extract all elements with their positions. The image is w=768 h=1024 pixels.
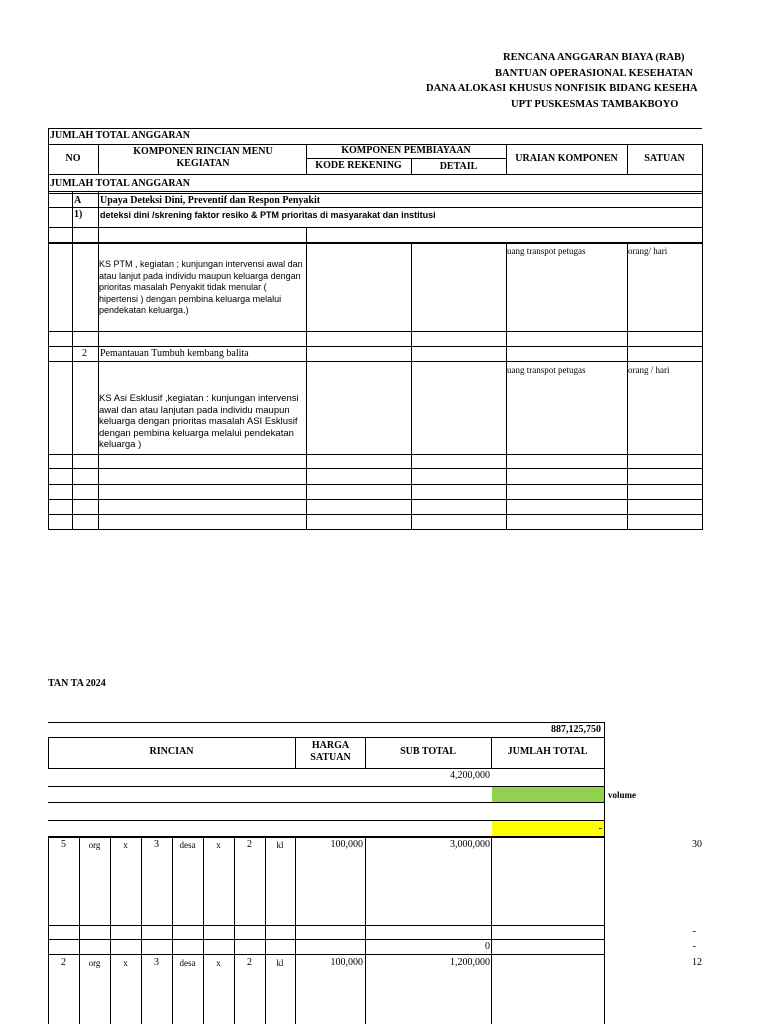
row-ptm-uraian: uang transpot petugas — [507, 246, 586, 256]
row1-u3: kl — [276, 840, 284, 850]
row-asi-satuan: orang / hari — [628, 365, 670, 375]
row2-subtotal: 1,200,000 — [450, 957, 490, 968]
row2-u2: desa — [179, 958, 196, 968]
col-detail: DETAIL — [439, 161, 478, 172]
col-rincian: RINCIAN — [149, 746, 194, 757]
item-1-code: 1) — [74, 209, 83, 220]
row1-price: 100,000 — [330, 839, 363, 850]
green-fill-cell — [492, 787, 604, 802]
row2-volume: 12 — [692, 957, 702, 968]
row1-x2: x — [216, 840, 221, 850]
row1-x1: x — [123, 840, 128, 850]
row2-u3: kl — [276, 958, 284, 968]
col-satuan: SATUAN — [644, 153, 685, 164]
col-uraian: URAIAN KOMPONEN — [515, 153, 618, 164]
section-a-code: A — [74, 195, 82, 206]
row2-n2: 3 — [154, 957, 159, 968]
item-2-title: Pemantauan Tumbuh kembang balita — [100, 348, 249, 359]
grand-total: 887,125,750 — [551, 724, 601, 735]
title-line-2: BANTUAN OPERASIONAL KESEHATAN — [495, 68, 693, 79]
row-asi-text: KS Asi Esklusif ,kegiatan : kunjungan intervensi awal dan atau lanjutan pada individu maupun keluarga dengan prioritas masalah ASI Esklusif dengan pembina keluarga melalui pendekatan keluarga ) — [99, 393, 299, 450]
row-ptm-text: KS PTM , kegiatan ; kunjungan intervensi awal dan atau lanjut pada individu maupun keluarga dengan prioritas masalah Penyakit tidak menular ( hipertensi ) dengan pembina keluarga melalui pendekatan keluarga.) — [99, 259, 303, 315]
dash-2: - — [692, 941, 696, 952]
row2-price: 100,000 — [330, 957, 363, 968]
col-no: NO — [65, 153, 81, 164]
row1-subtotal: 3,000,000 — [450, 839, 490, 850]
row2-x2: x — [216, 958, 221, 968]
row1-u1: org — [88, 840, 101, 850]
dash-1: - — [692, 926, 696, 937]
row2-n1: 2 — [61, 957, 66, 968]
volume-label: volume — [608, 790, 636, 800]
row2-u1: org — [88, 958, 101, 968]
item-1-title: deteksi dini /skrening faktor resiko & PTM prioritas di masyarakat dan institusi — [100, 210, 436, 220]
title-line-3: DANA ALOKASI KHUSUS NONFISIK BIDANG KESEHA — [426, 83, 698, 94]
row2-n3: 2 — [247, 957, 252, 968]
row1-n3: 2 — [247, 839, 252, 850]
row1-n2: 3 — [154, 839, 159, 850]
row1-volume: 30 — [692, 839, 702, 850]
item-2-no: 2 — [82, 348, 87, 359]
section-a-title: Upaya Deteksi Dini, Preventif dan Respon Penyakit — [100, 195, 321, 206]
row-asi-uraian: uang transpot petugas — [507, 365, 586, 375]
yellow-value: - — [598, 823, 602, 834]
jumlah-total-label: JUMLAH TOTAL ANGGARAN — [50, 130, 191, 141]
item-1-total: 4,200,000 — [450, 770, 490, 781]
zero-value: 0 — [485, 941, 490, 952]
row1-n1: 5 — [61, 839, 66, 850]
row1-u2: desa — [179, 840, 196, 850]
jumlah-total-label-2: JUMLAH TOTAL ANGGARAN — [50, 178, 191, 189]
col-jumlah-total: JUMLAH TOTAL — [507, 746, 588, 757]
col-sub-total: SUB TOTAL — [400, 746, 456, 757]
row-ptm-satuan: orang/ hari — [628, 246, 668, 256]
row2-x1: x — [123, 958, 128, 968]
col-komponen-pembiayaan: KOMPONEN PEMBIAYAAN — [341, 145, 471, 156]
title-line-4: UPT PUSKESMAS TAMBAKBOYO — [511, 99, 679, 110]
col-harga-satuan: HARGA SATUAN — [310, 740, 351, 763]
partial-title: TAN TA 2024 — [48, 678, 106, 689]
title-line-1: RENCANA ANGGARAN BIAYA (RAB) — [503, 52, 685, 63]
col-kode-rekening: KODE REKENING — [315, 160, 402, 171]
col-komponen-rincian: KOMPONEN RINCIAN MENU KEGIATAN — [133, 146, 273, 169]
